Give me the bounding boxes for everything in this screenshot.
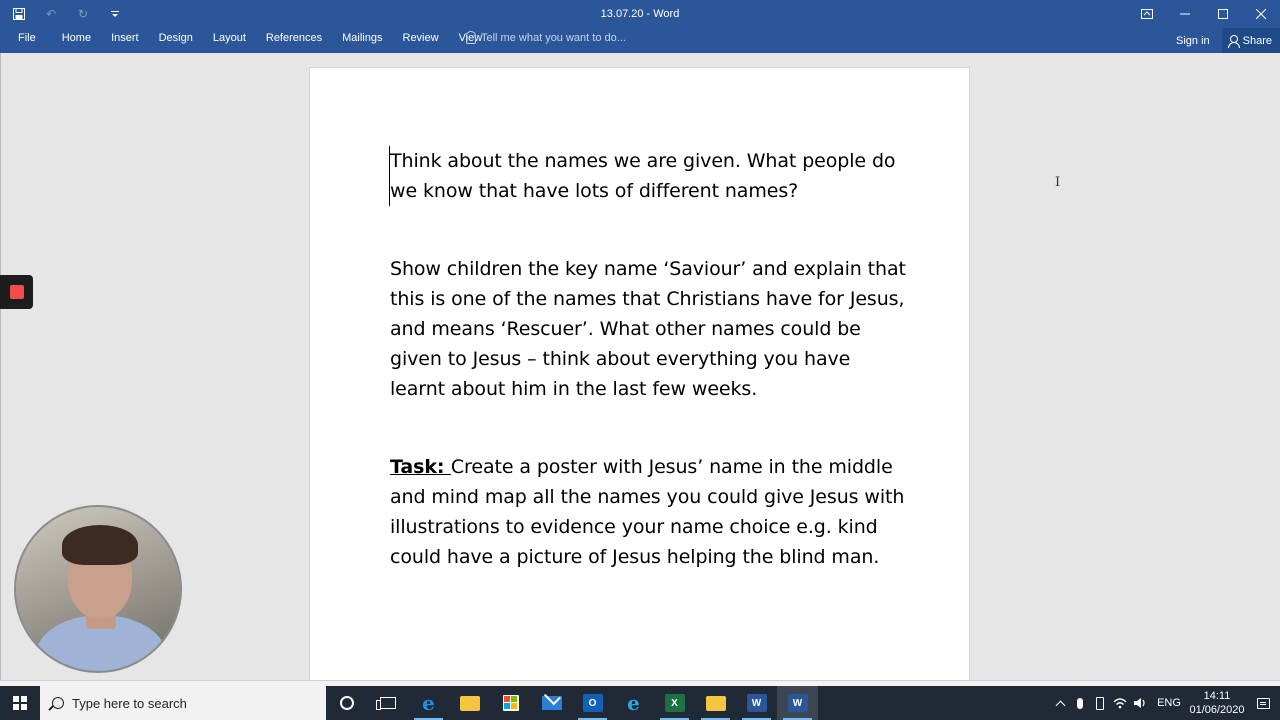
- search-icon: [52, 697, 64, 709]
- document-workspace[interactable]: [0, 53, 1280, 686]
- close-icon[interactable]: [1242, 0, 1280, 28]
- paragraph-names[interactable]: Think about the names we are given. What people do we know that have lots of different names?: [389, 146, 910, 206]
- show-hidden-icons-icon[interactable]: [1050, 686, 1070, 720]
- tab-mailings[interactable]: Mailings: [342, 32, 383, 44]
- person-icon: [1228, 35, 1239, 47]
- tab-file[interactable]: File: [18, 32, 36, 44]
- store-icon[interactable]: [490, 686, 531, 720]
- wifi-icon[interactable]: [1110, 686, 1130, 720]
- tell-me-box[interactable]: [466, 31, 626, 44]
- stop-recording-button[interactable]: [0, 275, 33, 309]
- minimize-icon[interactable]: [1166, 0, 1204, 28]
- volume-icon[interactable]: [1130, 686, 1150, 720]
- tab-view[interactable]: View: [458, 32, 483, 44]
- task-label: Task:: [390, 456, 451, 478]
- tell-me-placeholder: Tell me what you want to do...: [481, 31, 626, 44]
- search-placeholder: Type here to search: [72, 695, 187, 711]
- document-page[interactable]: [309, 67, 970, 707]
- battery-icon[interactable]: [1090, 686, 1110, 720]
- share-label: Share: [1242, 34, 1272, 47]
- taskbar-apps: [326, 686, 818, 720]
- share-button[interactable]: [1222, 28, 1280, 53]
- task-view-icon[interactable]: [367, 686, 408, 720]
- clock[interactable]: [1188, 689, 1246, 717]
- tab-design[interactable]: Design: [158, 32, 193, 44]
- tab-layout[interactable]: Layout: [212, 32, 246, 44]
- text-cursor-icon: I: [1055, 175, 1061, 190]
- redo-icon[interactable]: ↻: [77, 7, 89, 21]
- outlook-icon[interactable]: O: [572, 686, 613, 720]
- start-button[interactable]: [0, 686, 40, 720]
- title-bar: [0, 0, 1280, 28]
- task-text: Create a poster with Jesus’ name in the middle and mind map all the names you could give Jesus with illustrations to evidence your name choice e.g. kind could have a picture of Jesus helping the blind man.: [390, 456, 905, 568]
- tab-review[interactable]: Review: [402, 32, 439, 44]
- ribbon-display-options-icon[interactable]: [1128, 0, 1166, 28]
- window-controls: [1128, 0, 1280, 28]
- cortana-icon[interactable]: [326, 686, 367, 720]
- stop-icon: [10, 285, 24, 299]
- edge-icon[interactable]: e: [408, 686, 449, 720]
- webcam-overlay: [14, 505, 182, 673]
- mail-icon[interactable]: [531, 686, 572, 720]
- excel-icon[interactable]: X: [654, 686, 695, 720]
- undo-icon[interactable]: ↶: [45, 7, 57, 21]
- sign-in-link[interactable]: Sign in: [1176, 34, 1210, 47]
- clock-date: 01/06/2020: [1189, 704, 1245, 716]
- paragraph-task[interactable]: [390, 452, 910, 572]
- microphone-icon[interactable]: [1070, 686, 1090, 720]
- internet-explorer-icon[interactable]: e: [627, 691, 640, 715]
- system-tray: [1050, 686, 1280, 720]
- ribbon-tabs: [8, 28, 492, 53]
- action-center-icon[interactable]: [1246, 686, 1280, 720]
- maximize-icon[interactable]: [1204, 0, 1242, 28]
- document-body[interactable]: [390, 146, 910, 620]
- lightbulb-icon: [466, 31, 476, 44]
- windows-logo-icon: [13, 696, 27, 710]
- clock-time: 14:11: [1203, 690, 1231, 702]
- window-title: 13.07.20 - Word: [600, 8, 680, 20]
- windows-explorer-icon[interactable]: [695, 686, 736, 720]
- tab-references[interactable]: References: [265, 32, 323, 44]
- language-indicator[interactable]: ENG: [1157, 697, 1181, 709]
- tab-insert[interactable]: Insert: [111, 32, 139, 44]
- ribbon: [0, 28, 1280, 53]
- presenter-hair: [62, 525, 138, 565]
- word-icon[interactable]: W: [736, 686, 777, 720]
- account-area: [1164, 28, 1280, 53]
- file-explorer-icon[interactable]: [449, 686, 490, 720]
- word-active-icon[interactable]: W: [777, 686, 818, 720]
- windows-taskbar: [0, 686, 1280, 720]
- taskbar-search-box[interactable]: [40, 686, 326, 720]
- paragraph-saviour[interactable]: Show children the key name ‘Saviour’ and explain that this is one of the names that Christians have for Jesus, and means ‘Rescuer’. What other names could be given to Jesus – think about everything you have learnt about him in the last few weeks.: [390, 258, 906, 400]
- tab-home[interactable]: Home: [61, 32, 92, 44]
